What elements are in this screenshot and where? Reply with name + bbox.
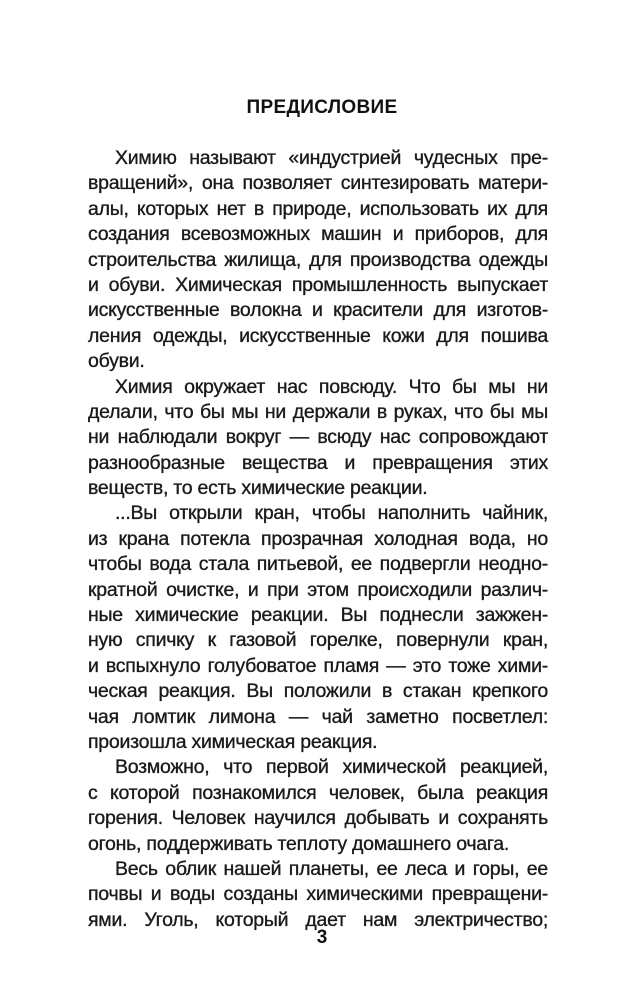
text-line: вращений», она позволяет синтезировать матери- [88, 172, 548, 195]
text-line: с которой познакомился человек, была реакция [88, 781, 548, 804]
text-line: Возможно, что первой химической реакцией, [115, 756, 548, 779]
text-line: из крана потекла прозрачная холодная вода, но [88, 527, 548, 550]
text-line: кратной очистке, и при этом происходили различ- [88, 578, 548, 601]
text-line: почвы и воды созданы химическими превращени- [88, 883, 548, 906]
page-number: 3 [316, 927, 328, 948]
page-title: ПРЕДИСЛОВИЕ [246, 97, 398, 118]
text-line: делали, что бы мы ни держали в руках, что бы мы [88, 400, 548, 423]
paragraph [88, 375, 548, 502]
text-line: огонь, поддерживать теплоту домашнего очага. [88, 832, 510, 855]
text-line: Весь облик нашей планеты, ее леса и горы, ее [115, 857, 548, 880]
text-line: веществ, то есть химические реакции. [88, 477, 428, 500]
text-line: произошла химическая реакция. [88, 730, 378, 753]
text-line: ...Вы открыли кран, чтобы наполнить чайник, [115, 502, 548, 525]
text-line: обуви. [88, 350, 145, 373]
text-line: чая ломтик лимона — чай заметно посветлел: [88, 705, 548, 728]
text-line: и вспыхнуло голубоватое пламя — это тоже хими- [88, 654, 548, 677]
text-line: Химия окружает нас повсюду. Что бы мы ни [115, 375, 548, 398]
text-line: ями. Уголь, который дает нам электричество; [88, 908, 548, 931]
text-line: разнообразные вещества и превращения этих [88, 451, 548, 474]
text-line: алы, которых нет в природе, использовать их для [88, 197, 548, 220]
text-line: строительства жилища, для производства одежды [88, 248, 548, 271]
paragraph [88, 501, 548, 755]
text-line: Химию называют «индустрией чудесных пре- [115, 147, 548, 169]
text-line: искусственные волокна и красители для изготов- [88, 299, 548, 322]
text-line: ческая реакция. Вы положили в стакан крепкого [88, 680, 548, 703]
paragraph [88, 755, 548, 857]
paragraph [88, 857, 548, 933]
text-line: ную спичку к газовой горелке, повернули кран, [88, 629, 548, 652]
text-line: горения. Человек научился добывать и сохранять [88, 807, 548, 830]
paragraph [88, 146, 548, 375]
text-line: создания всевозможных машин и приборов, для [88, 223, 548, 246]
text-line: ления одежды, искусственные кожи для пошива [88, 324, 548, 347]
text-line: ные химические реакции. Вы поднесли зажжен- [88, 604, 548, 627]
text-line: и обуви. Химическая промышленность выпускает [88, 273, 548, 296]
text-line: чтобы вода стала питьевой, ее подвергли неодно- [88, 553, 548, 576]
body-text [88, 146, 548, 933]
text-line: ни наблюдали вокруг — всюду нас сопровождают [88, 426, 548, 449]
